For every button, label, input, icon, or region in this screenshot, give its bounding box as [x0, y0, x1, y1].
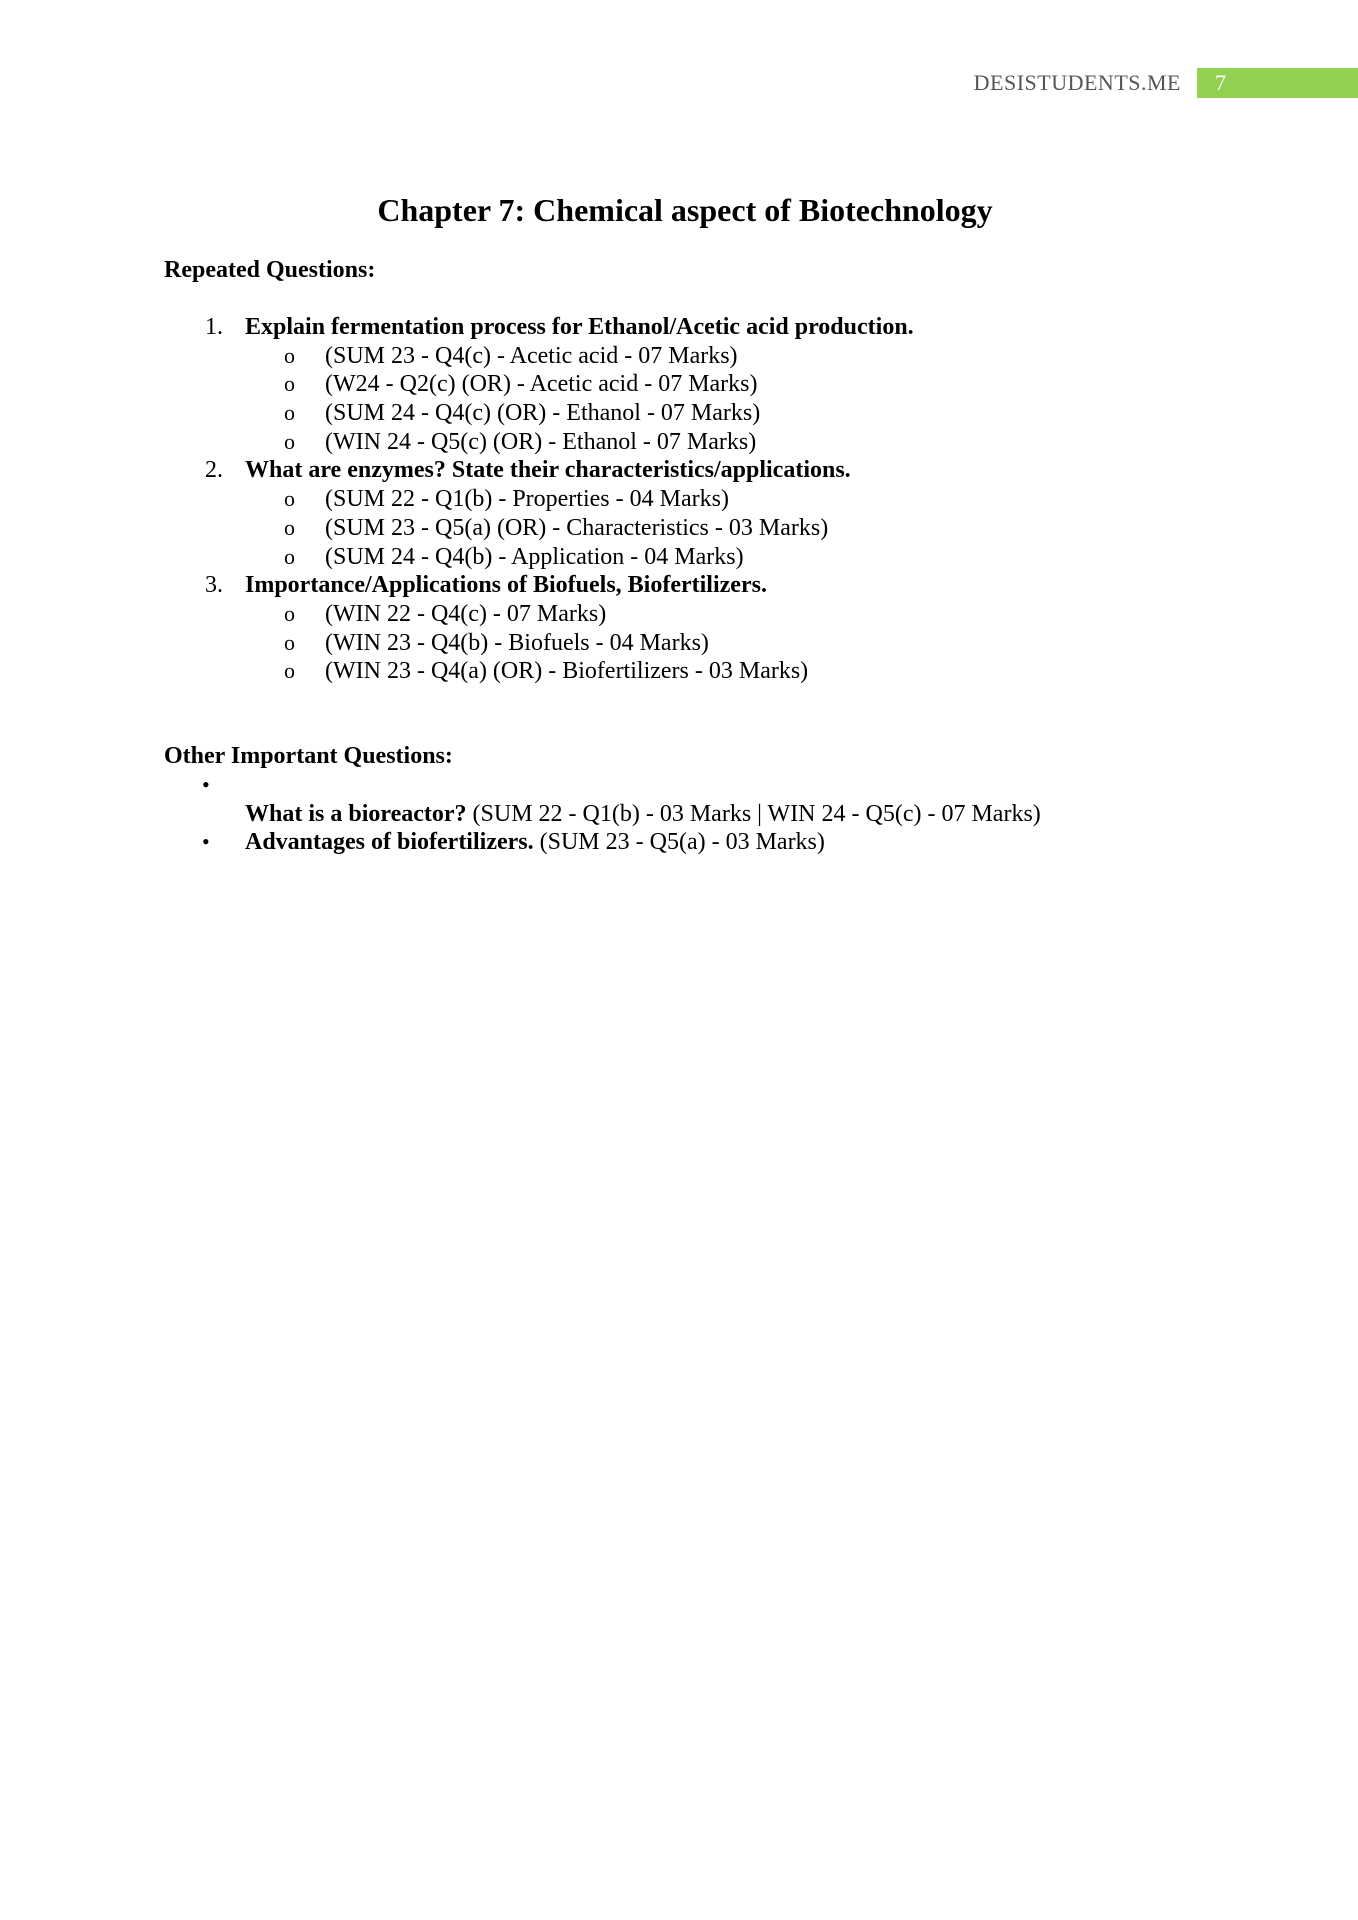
question-text: Importance/Applications of Biofuels, Biofertilizers.: [245, 572, 767, 599]
exam-reference: [164, 342, 1264, 371]
chapter-title: Chapter 7: Chemical aspect of Biotechnology: [377, 192, 993, 228]
reference-text: (WIN 23 - Q4(a) (OR) - Biofertilizers - 03 Marks): [325, 658, 809, 685]
circle-bullet-icon: o: [284, 371, 295, 397]
circle-bullet-icon: o: [284, 342, 295, 368]
bullet-icon: •: [202, 771, 210, 797]
reference-text: (W24 - Q2(c) (OR) - Acetic acid - 07 Marks): [325, 371, 758, 398]
question-text: What is a bioreactor?: [245, 800, 467, 827]
other-questions-heading: Other Important Questions:: [164, 742, 453, 769]
reference-text: (SUM 24 - Q4(b) - Application - 04 Marks): [325, 543, 744, 570]
circle-bullet-icon: o: [284, 629, 295, 655]
list-item: [164, 771, 1264, 828]
list-item: [164, 313, 1264, 456]
page-content: [164, 256, 1264, 857]
list-item: [164, 828, 1264, 857]
page-number: 7: [1197, 68, 1358, 98]
exam-reference-list: [164, 600, 1264, 686]
exam-reference-list: [164, 485, 1264, 571]
circle-bullet-icon: o: [284, 543, 295, 569]
circle-bullet-icon: o: [284, 600, 295, 626]
circle-bullet-icon: o: [284, 514, 295, 540]
exam-reference-list: [164, 342, 1264, 457]
exam-reference: [164, 514, 1264, 543]
exam-reference: [164, 399, 1264, 428]
reference-text: (WIN 23 - Q4(b) - Biofuels - 04 Marks): [325, 629, 709, 656]
circle-bullet-icon: o: [284, 486, 295, 512]
reference-text: (SUM 22 - Q1(b) - Properties - 04 Marks): [325, 486, 729, 513]
reference-text: (SUM 23 - Q5(a) - 03 Marks): [533, 829, 825, 856]
question-text: Advantages of biofertilizers.: [245, 829, 534, 856]
circle-bullet-icon: o: [284, 658, 295, 684]
bullet-icon: •: [202, 829, 210, 855]
reference-text: (SUM 22 - Q1(b) - 03 Marks | WIN 24 - Q5(c) - 07 Marks): [466, 800, 1041, 827]
list-item: [164, 571, 1264, 686]
repeated-questions-list: [164, 313, 1264, 686]
list-number: 3.: [205, 572, 223, 599]
reference-text: (SUM 23 - Q5(a) (OR) - Characteristics - 03 Marks): [325, 514, 829, 541]
repeated-questions-heading: Repeated Questions:: [164, 257, 376, 283]
reference-text: (WIN 24 - Q5(c) (OR) - Ethanol - 07 Marks): [325, 428, 757, 455]
exam-reference: [164, 600, 1264, 629]
reference-text: (SUM 24 - Q4(c) (OR) - Ethanol - 07 Marks): [325, 400, 761, 427]
exam-reference: [164, 543, 1264, 572]
circle-bullet-icon: o: [284, 428, 295, 454]
list-number: 2.: [205, 457, 223, 484]
reference-text: (SUM 23 - Q4(c) - Acetic acid - 07 Marks): [325, 342, 738, 369]
exam-reference: [164, 629, 1264, 658]
question-text: What are enzymes? State their characteristics/applications.: [245, 457, 851, 484]
reference-text: (WIN 22 - Q4(c) - 07 Marks): [325, 600, 607, 627]
question-entry: [245, 828, 825, 857]
page-header: [974, 68, 1358, 98]
exam-reference: [164, 657, 1264, 686]
question-entry: [245, 771, 1041, 828]
question-text: Explain fermentation process for Ethanol/Acetic acid production.: [245, 314, 914, 340]
exam-reference: [164, 370, 1264, 399]
list-item: [164, 456, 1264, 571]
list-number: 1.: [205, 314, 223, 340]
exam-reference: [164, 485, 1264, 514]
site-brand[interactable]: DESISTUDENTS.ME: [973, 70, 1181, 95]
circle-bullet-icon: o: [284, 400, 295, 426]
other-questions-list: [164, 771, 1264, 857]
exam-reference: [164, 428, 1264, 457]
